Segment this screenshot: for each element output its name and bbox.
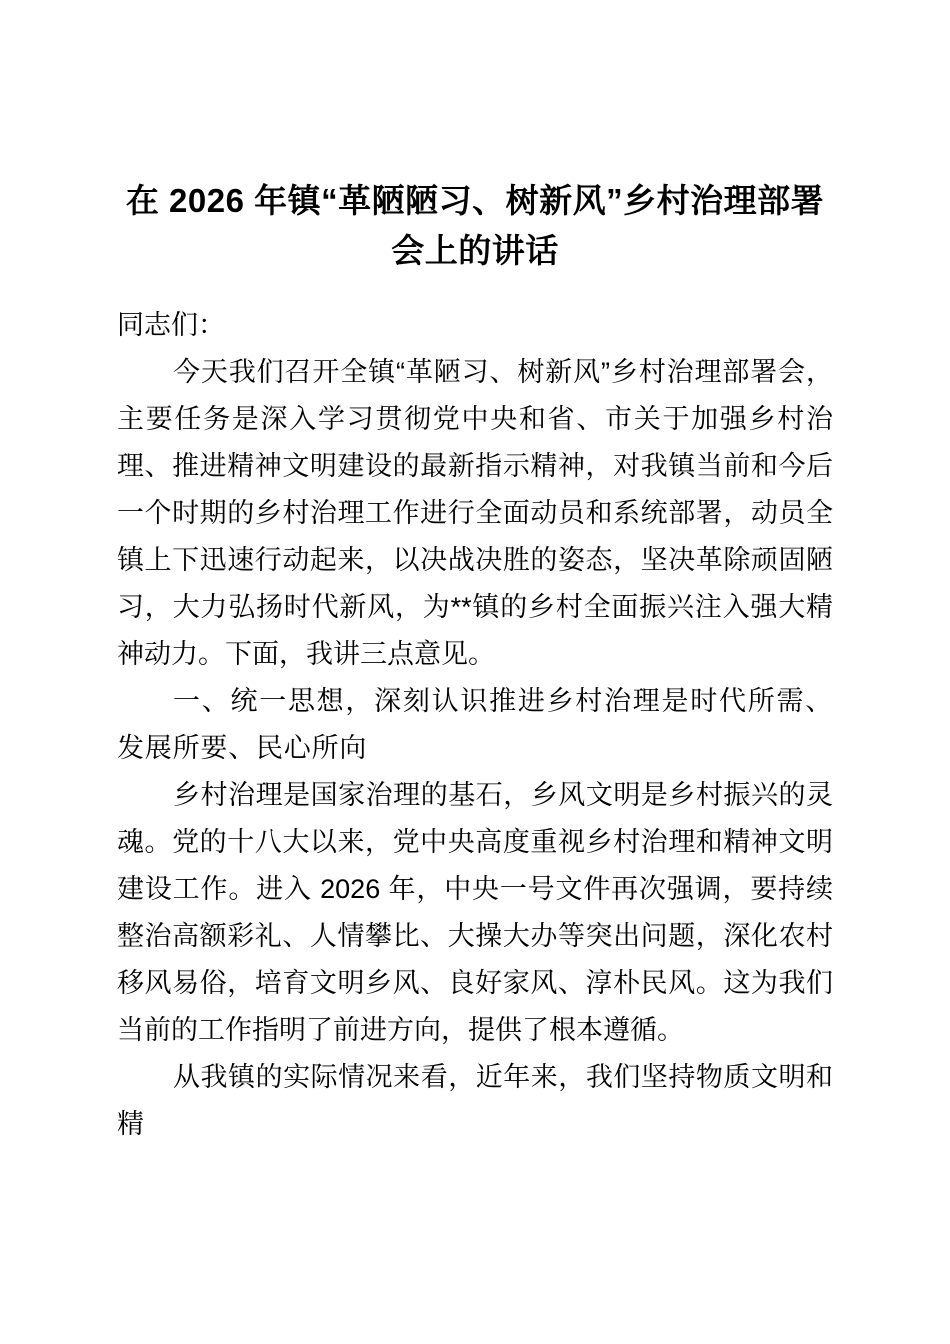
document-body (117, 176, 833, 1148)
section-heading-one: 一、统一思想，深刻认识推进乡村治理是时代所需、发展所要、民心所向 (117, 686, 833, 763)
paragraph-section-one-2: 从我镇的实际情况来看，近年来，我们坚持物质文明和精 (117, 1062, 833, 1139)
paragraph-opening: 今天我们召开全镇“革陋习、树新风”乡村治理部署会，主要任务是深入学习贯彻党中央和省、市关于加强乡村治理、推进精神文明建设的最新指示精神，对我镇当前和今后一个时期的乡村治理工作进行全面动员和系统部署，动员全镇上下迅速行动起来，以决战决胜的姿态，坚决革除顽固陋习，大力弘扬时代新风，为**镇的乡村全面振兴注入强大精神动力。下面，我讲三点意见。 (117, 357, 833, 669)
paragraph-section-one-1: 乡村治理是国家治理的基石，乡风文明是乡村振兴的灵魂。党的十八大以来，党中央高度重视乡村治理和精神文明建设工作。进入 2026 年，中央一号文件再次强调，要持续整治高额彩礼、人情攀比、大操大办等突出问题，深化农村移风易俗，培育文明乡风、良好家风、淳朴民风。这为我们当前的工作指明了前进方向，提供了根本遵循。 (117, 780, 833, 1045)
page-title: 在 2026 年镇“革陋陋习、树新风”乡村治理部署会上的讲话 (125, 182, 825, 269)
salutation-line: 同志们： (117, 310, 225, 340)
